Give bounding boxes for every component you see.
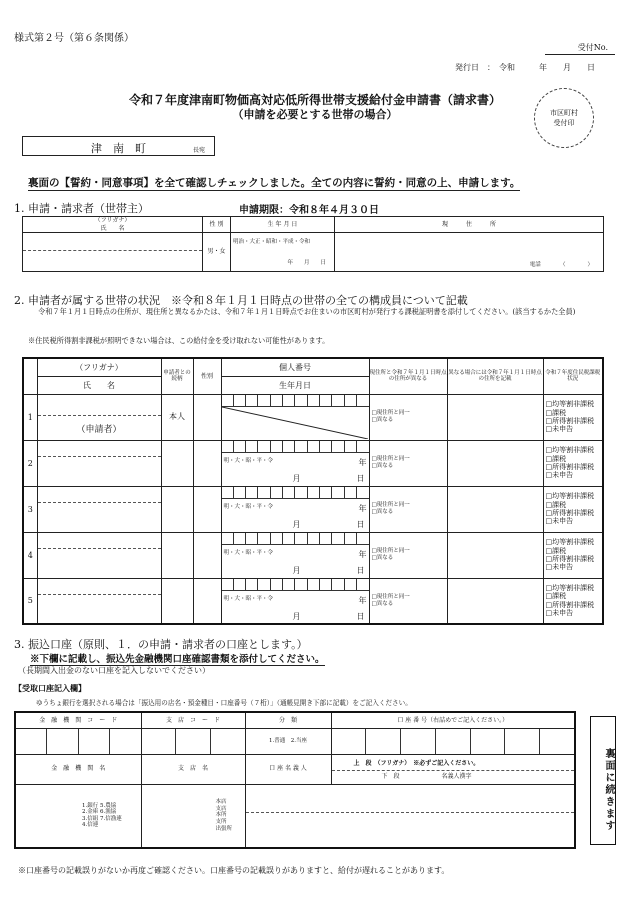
hdr-prev-address: 異なる場合には令和７年１月１日時点の住所を記載 bbox=[447, 358, 543, 394]
prev-address-input[interactable] bbox=[447, 394, 543, 440]
applicant-name-cell[interactable] bbox=[23, 217, 203, 233]
address-diff-check[interactable]: □現住所と同一 □異なる bbox=[369, 486, 447, 532]
tax-status-check[interactable]: □均等割非課税 □課税 □所得割非課税 □未申告 bbox=[543, 532, 603, 578]
mynumber-input[interactable]: 明・大・昭・平・令 年 月 日 bbox=[221, 440, 369, 486]
form-title: 令和７年度津南町物価高対応低所得世帯支援給付金申請書（請求書） bbox=[128, 93, 501, 107]
gender-input[interactable] bbox=[193, 394, 221, 440]
hdr-address-diff: 現住所と令和７年１月１日時点の住所が異なる bbox=[369, 358, 447, 394]
holder-labels bbox=[331, 754, 575, 784]
row-number: 1 bbox=[23, 394, 37, 440]
bank-name-input[interactable]: 1.銀行 5.農協 2.金庫 6.漁協 3.信組 7.信漁連 4.信連 bbox=[15, 784, 141, 848]
account-type-header: 分 類 bbox=[245, 712, 331, 728]
account-number-input[interactable] bbox=[331, 728, 575, 754]
row-number: 5 bbox=[23, 578, 37, 624]
gender-header: 性 別 bbox=[203, 217, 231, 233]
gender-input[interactable] bbox=[193, 486, 221, 532]
table-row bbox=[23, 486, 603, 532]
mynumber-input[interactable]: 明・大・昭・平・令 年 月 日 bbox=[221, 486, 369, 532]
prev-address-input[interactable] bbox=[447, 578, 543, 624]
tax-status-check[interactable]: □均等割非課税 □課税 □所得割非課税 □未申告 bbox=[543, 440, 603, 486]
gender-select[interactable]: 男・女 bbox=[203, 233, 231, 272]
address-diff-check[interactable]: □現住所と同一 □異なる bbox=[369, 440, 447, 486]
section3-note: （長期間入出金のない口座を記入しないでください） bbox=[18, 666, 210, 675]
bank-code-header: 金 融 機 関 コ ー ド bbox=[15, 712, 141, 728]
member-name-input[interactable] bbox=[37, 394, 161, 440]
prev-address-input[interactable] bbox=[447, 486, 543, 532]
member-name-input[interactable] bbox=[37, 578, 161, 624]
address-diff-check[interactable]: □現住所と同一 □異なる bbox=[369, 394, 447, 440]
section2-warning: ※住民税所得割非課税が照明できない場合は、この給付金を受け取れない可能性があります。 bbox=[28, 336, 330, 345]
applicant-label: （申請者） bbox=[76, 424, 122, 435]
branch-code-header: 支 店 コ ー ド bbox=[141, 712, 245, 728]
birthdate-header: 生 年 月 日 bbox=[231, 217, 335, 233]
account-label: 【受取口座記入欄】 bbox=[14, 683, 86, 693]
hdr-gender: 性別 bbox=[193, 358, 221, 394]
address-diff-check[interactable]: □現住所と同一 □異なる bbox=[369, 532, 447, 578]
addressee-suffix: 長宛 bbox=[193, 147, 206, 154]
tax-status-check[interactable]: □均等割非課税 □課税 □所得割非課税 □未申告 bbox=[543, 486, 603, 532]
continued-on-back: 裏面に続きます bbox=[590, 716, 616, 845]
gender-input[interactable] bbox=[193, 440, 221, 486]
account-type-select[interactable]: 1.普通 2.当座 bbox=[245, 728, 331, 754]
holder-header: 口 座 名 義 人 bbox=[245, 754, 331, 784]
addressee-box bbox=[22, 136, 215, 156]
relationship-self: 本人 bbox=[161, 394, 193, 440]
holder-upper-label: 上 段 （フリガナ） ※必ずご記入ください。 bbox=[332, 758, 575, 772]
account-table bbox=[14, 711, 576, 849]
hdr-furigana: （フリガナ） bbox=[37, 358, 161, 376]
footer-note: ※口座番号の記載誤りがないか再度ご確認ください。口座番号の記載誤りがありますと、給付が遅れることがあります。 bbox=[18, 866, 450, 875]
table-row bbox=[23, 532, 603, 578]
gender-input[interactable] bbox=[193, 578, 221, 624]
tax-status-check[interactable]: □均等割非課税 □課税 □所得割非課税 □未申告 bbox=[543, 394, 603, 440]
birthdate-input[interactable] bbox=[231, 233, 335, 272]
relationship-input[interactable] bbox=[161, 578, 193, 624]
branch-code-input[interactable] bbox=[141, 728, 245, 754]
relationship-input[interactable] bbox=[161, 486, 193, 532]
relationship-input[interactable] bbox=[161, 440, 193, 486]
yucho-note: ゆうちょ銀行を選択される場合は「振込用の店名・預金種目・口座番号（７桁）」（通帳見開き下部に記載）をご記入ください。 bbox=[36, 699, 412, 707]
address-diff-check[interactable]: □現住所と同一 □異なる bbox=[369, 578, 447, 624]
section3-heading: 3. 振込口座（原則、１．の申請・請求者の口座とします。） bbox=[14, 638, 308, 651]
application-deadline: 申請期限：令和８年４月３０日 bbox=[223, 201, 409, 217]
section2-note: 令和７年１月１日時点の住所が、現住所と異なるかたは、令和７年１月１日時点でお住まいの市区町村が発行する課税証明書を添付してください。(該当するかた全員) bbox=[38, 307, 576, 316]
furigana-label: （フリガナ） bbox=[94, 217, 131, 224]
row-number: 3 bbox=[23, 486, 37, 532]
mynumber-input[interactable]: 明・大・昭・平・令 年 月 日 bbox=[221, 578, 369, 624]
reception-stamp-circle bbox=[534, 88, 594, 148]
member-name-input[interactable] bbox=[37, 440, 161, 486]
stamp-text-2: 受付印 bbox=[553, 118, 575, 127]
household-table bbox=[22, 357, 604, 625]
section1-heading: 1. 申請・請求者（世帯主） bbox=[14, 202, 149, 215]
account-number-header: 口 座 番 号（右詰めでご記入ください。） bbox=[331, 712, 575, 728]
hdr-birthdate: 生年月日 bbox=[221, 376, 369, 394]
addressee: 津 南 町 bbox=[91, 142, 146, 155]
holder-name-input[interactable] bbox=[245, 784, 575, 848]
issue-date: 発行日 ： 令和 年 月 日 bbox=[455, 63, 595, 72]
table-row bbox=[23, 440, 603, 486]
table-row bbox=[23, 394, 603, 440]
hdr-name: 氏 名 bbox=[37, 376, 161, 394]
address-header: 現 住 所 bbox=[335, 217, 604, 233]
form-number: 様式第２号（第６条関係） bbox=[14, 33, 134, 44]
mynumber-input[interactable] bbox=[221, 394, 369, 440]
branch-name-header: 支 店 名 bbox=[141, 754, 245, 784]
era-options: 明治・大正・昭和・平成・令和 bbox=[233, 239, 311, 246]
ymd-label: 年 月 日 bbox=[287, 260, 326, 266]
row-number: 2 bbox=[23, 440, 37, 486]
slash-line bbox=[222, 407, 368, 439]
row-number: 4 bbox=[23, 532, 37, 578]
mynumber-input[interactable]: 明・大・昭・平・令 年 月 日 bbox=[221, 532, 369, 578]
member-name-input[interactable] bbox=[37, 532, 161, 578]
hdr-mynumber: 個人番号 bbox=[221, 358, 369, 376]
receipt-number-label: 受付No. bbox=[577, 43, 608, 52]
bank-name-header: 金 融 機 関 名 bbox=[15, 754, 141, 784]
receipt-underline bbox=[545, 54, 615, 55]
phone-label: 電話 （ ） bbox=[529, 261, 593, 268]
hdr-tax-status: 令和７年度住民税課税状況 bbox=[543, 358, 603, 394]
tax-status-check[interactable]: □均等割非課税 □課税 □所得割非課税 □未申告 bbox=[543, 578, 603, 624]
section2-heading: 2. 申請者が属する世帯の状況 ※令和８年１月１日時点の世帯の全ての構成員について記載 bbox=[14, 294, 468, 307]
prev-address-input[interactable] bbox=[447, 532, 543, 578]
form-subtitle: （申請を必要とする世帯の場合） bbox=[232, 108, 398, 121]
gender-input[interactable] bbox=[193, 532, 221, 578]
branch-name-input[interactable]: 本店 支店 本所 支所 出張所 bbox=[141, 784, 245, 848]
confirmation-statement: 裏面の【誓約・同意事項】を全て確認しチェックしました。全ての内容に誓約・同意の上、申請します。 bbox=[28, 177, 521, 189]
bank-code-input[interactable] bbox=[15, 728, 141, 754]
relationship-input[interactable] bbox=[161, 532, 193, 578]
address-input[interactable] bbox=[335, 233, 604, 272]
table-row bbox=[23, 578, 603, 624]
stamp-text-1: 市区町村 bbox=[550, 109, 578, 117]
prev-address-input[interactable] bbox=[447, 440, 543, 486]
hdr-relationship: 申請者との続柄 bbox=[161, 358, 193, 394]
section3-instruction: ※下欄に記載し、振込先金融機関口座確認書類を添付してください。 bbox=[30, 651, 325, 666]
member-name-input[interactable] bbox=[37, 486, 161, 532]
holder-lower-label: 下 段 名義人漢字 bbox=[381, 773, 472, 780]
applicant-table bbox=[22, 216, 604, 272]
name-label: 氏 名 bbox=[100, 224, 125, 232]
applicant-name-input[interactable] bbox=[23, 233, 203, 272]
